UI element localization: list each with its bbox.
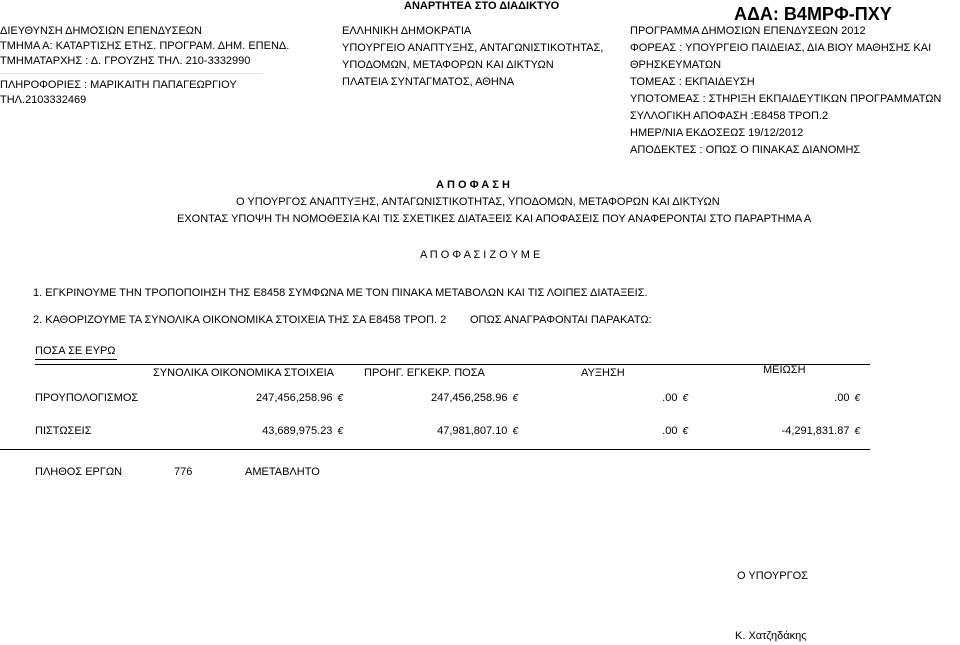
- row-increase: .00 €: [662, 392, 688, 404]
- header-prev-approved: ΠΡΟΗΓ. ΕΓΚΕΚΡ. ΠΟΣΑ: [364, 367, 485, 379]
- header-right-line7: ΗΜΕΡ/ΝΙΑ ΕΚΔΟΣΕΩΣ 19/12/2012: [630, 127, 804, 139]
- signature-name: Κ. Χατζηδάκης: [735, 630, 807, 642]
- row-label: ΠΡΟΥΠΟΛΟΓΙΣΜΟΣ: [35, 392, 139, 404]
- euro-sign: €: [512, 393, 518, 404]
- amounts-caption: ΠΟΣΑ ΣΕ ΕΥΡΩ: [35, 345, 116, 357]
- header-left-divider: [0, 73, 262, 74]
- row-prev: 47,981,807.10 €: [437, 425, 518, 437]
- project-count-label: ΠΛΗΘΟΣ ΕΡΓΩΝ: [35, 466, 123, 478]
- project-count-status: ΑΜΕΤΑΒΛΗΤΟ: [245, 466, 320, 478]
- caption-underline: [35, 359, 117, 360]
- euro-sign: €: [337, 426, 343, 437]
- table-bottom-rule: [0, 449, 870, 450]
- row-total: 43,689,975.23 €: [262, 425, 343, 437]
- header-right-line4: ΤΟΜΕΑΣ : ΕΚΠΑΙΔΕΥΣΗ: [630, 76, 755, 88]
- header-right-line6: ΣΥΛΛΟΓΙΚΗ ΑΠΟΦΑΣΗ :Ε8458 ΤΡΟΠ.2: [630, 110, 829, 122]
- header-totals: ΣΥΝΟΛΙΚΑ ΟΙΚΟΝΟΜΙΚΑ ΣΤΟΙΧΕΙΑ: [153, 367, 334, 379]
- top-banner: ΑΝΑΡΤΗΤΕΑ ΣΤΟ ΔΙΑΔΙΚΤΥΟ: [404, 0, 560, 12]
- euro-sign: €: [512, 426, 518, 437]
- header-left-line3: ΤΜΗΜΑΤΑΡΧΗΣ : Δ. ΓΡΟΥΖΗΣ ΤΗΛ. 210-3332990: [0, 55, 251, 67]
- euro-sign: €: [337, 393, 343, 404]
- minister-line: Ο ΥΠΟΥΡΓΟΣ ΑΝΑΠΤΥΞΗΣ, ΑΝΤΑΓΩΝΙΣΤΙΚΟΤΗΤΑΣ, ΥΠΟΔΟΜΩΝ, ΜΕΤΑΦΟΡΩΝ ΚΑΙ ΔΙΚΤΥΩΝ: [236, 196, 720, 208]
- euro-sign: €: [682, 426, 688, 437]
- header-right-line3: ΘΡΗΣΚΕΥΜΑΤΩΝ: [630, 59, 722, 71]
- header-center-line4: ΠΛΑΤΕΙΑ ΣΥΝΤΑΓΜΑΤΟΣ, ΑΘΗΝΑ: [342, 76, 515, 88]
- table-top-rule: [35, 364, 870, 365]
- header-left-line1: ΔΙΕΥΘΥΝΣΗ ΔΗΜΟΣΙΩΝ ΕΠΕΝΔΥΣΕΩΝ: [0, 25, 202, 37]
- euro-sign: €: [854, 426, 860, 437]
- ada-code: ΑΔΑ: Β4ΜΡΦ-ΠΧΥ: [734, 4, 892, 24]
- header-increase: ΑΥΞΗΣΗ: [581, 367, 625, 379]
- header-right-line5: ΥΠΟΤΟΜΕΑΣ : ΣΤΗΡΙΞΗ ΕΚΠΑΙΔΕΥΤΙΚΩΝ ΠΡΟΓΡΑΜΜΑΤΩΝ: [630, 93, 942, 105]
- row-decrease: -4,291,831.87 €: [781, 425, 860, 437]
- decision-title: Α Π Ο Φ Α Σ Η: [436, 179, 510, 191]
- decision-item-1: 1. ΕΓΚΡΙΝΟΥΜΕ ΤΗΝ ΤΡΟΠΟΠΟΙΗΣΗ ΤΗΣ Ε8458 ΣΥΜΦΩΝΑ ΜΕ ΤΟΝ ΠΙΝΑΚΑ ΜΕΤΑΒΟΛΩΝ ΚΑΙ ΤΙΣ ΛΟΙΠΕΣ ΔΙΑΤΑΞΕΙΣ.: [33, 287, 648, 299]
- row-total: 247,456,258.96 €: [255, 392, 343, 404]
- row-label: ΠΙΣΤΩΣΕΙΣ: [35, 425, 92, 437]
- decision-item-2-suffix: ΟΠΩΣ ΑΝΑΓΡΑΦΟΝΤΑΙ ΠΑΡΑΚΑΤΩ:: [470, 314, 652, 326]
- row-increase: .00 €: [662, 425, 688, 437]
- header-center-line3: ΥΠΟΔΟΜΩΝ, ΜΕΤΑΦΟΡΩΝ ΚΑΙ ΔΙΚΤΥΩΝ: [342, 59, 554, 71]
- header-left-line4: ΠΛΗΡΟΦΟΡΙΕΣ : ΜΑΡΙΚΑΙΤΗ ΠΑΠΑΓΕΩΡΓΙΟΥ: [0, 79, 237, 91]
- header-left-line5: ΤΗΛ.2103332469: [0, 94, 87, 106]
- considering-line: ΕΧΟΝΤΑΣ ΥΠΟΨΗ ΤΗ ΝΟΜΟΘΕΣΙΑ ΚΑΙ ΤΙΣ ΣΧΕΤΙΚΕΣ ΔΙΑΤΑΞΕΙΣ ΚΑΙ ΑΠΟΦΑΣΕΙΣ ΠΟΥ ΑΝΑΦΕΡΟΝΤΑΙ ΣΤΟ ΠΑΡΑΡΤΗΜΑ Α: [177, 213, 812, 225]
- header-center-line1: ΕΛΛΗΝΙΚΗ ΔΗΜΟΚΡΑΤΙΑ: [342, 25, 472, 37]
- row-decrease: .00 €: [834, 392, 860, 404]
- decision-item-2: 2. ΚΑΘΟΡΙΖΟΥΜΕ ΤΑ ΣΥΝΟΛΙΚΑ ΟΙΚΟΝΟΜΙΚΑ ΣΤΟΙΧΕΙΑ ΤΗΣ ΣΑ Ε8458 ΤΡΟΠ. 2: [33, 314, 447, 326]
- header-left-line2: ΤΜΗΜΑ Α: ΚΑΤΑΡΤΙΣΗΣ ΕΤΗΣ. ΠΡΟΓΡΑΜ. ΔΗΜ. ΕΠΕΝΔ.: [0, 40, 290, 52]
- euro-sign: €: [854, 393, 860, 404]
- signature-title: Ο ΥΠΟΥΡΓΟΣ: [737, 570, 808, 582]
- row-prev: 247,456,258.96 €: [430, 392, 518, 404]
- header-center-line2: ΥΠΟΥΡΓΕΙΟ ΑΝΑΠΤΥΞΗΣ, ΑΝΤΑΓΩΝΙΣΤΙΚΟΤΗΤΑΣ,: [342, 42, 604, 54]
- header-right-line2: ΦΟΡΕΑΣ : ΥΠΟΥΡΓΕΙΟ ΠΑΙΔΕΙΑΣ, ΔΙΑ ΒΙΟΥ ΜΑΘΗΣΗΣ ΚΑΙ: [630, 42, 932, 54]
- project-count-value: 776: [174, 466, 193, 478]
- header-decrease: ΜΕΙΩΣΗ: [763, 364, 806, 376]
- we-decide-heading: Α Π Ο Φ Α Σ Ι Ζ Ο Υ Μ Ε: [420, 249, 541, 261]
- header-right-line1: ΠΡΟΓΡΑΜΜΑ ΔΗΜΟΣΙΩΝ ΕΠΕΝΔΥΣΕΩΝ 2012: [630, 25, 866, 37]
- euro-sign: €: [682, 393, 688, 404]
- header-right-line8: ΑΠΟΔΕΚΤΕΣ : ΟΠΩΣ Ο ΠΙΝΑΚΑΣ ΔΙΑΝΟΜΗΣ: [630, 144, 861, 156]
